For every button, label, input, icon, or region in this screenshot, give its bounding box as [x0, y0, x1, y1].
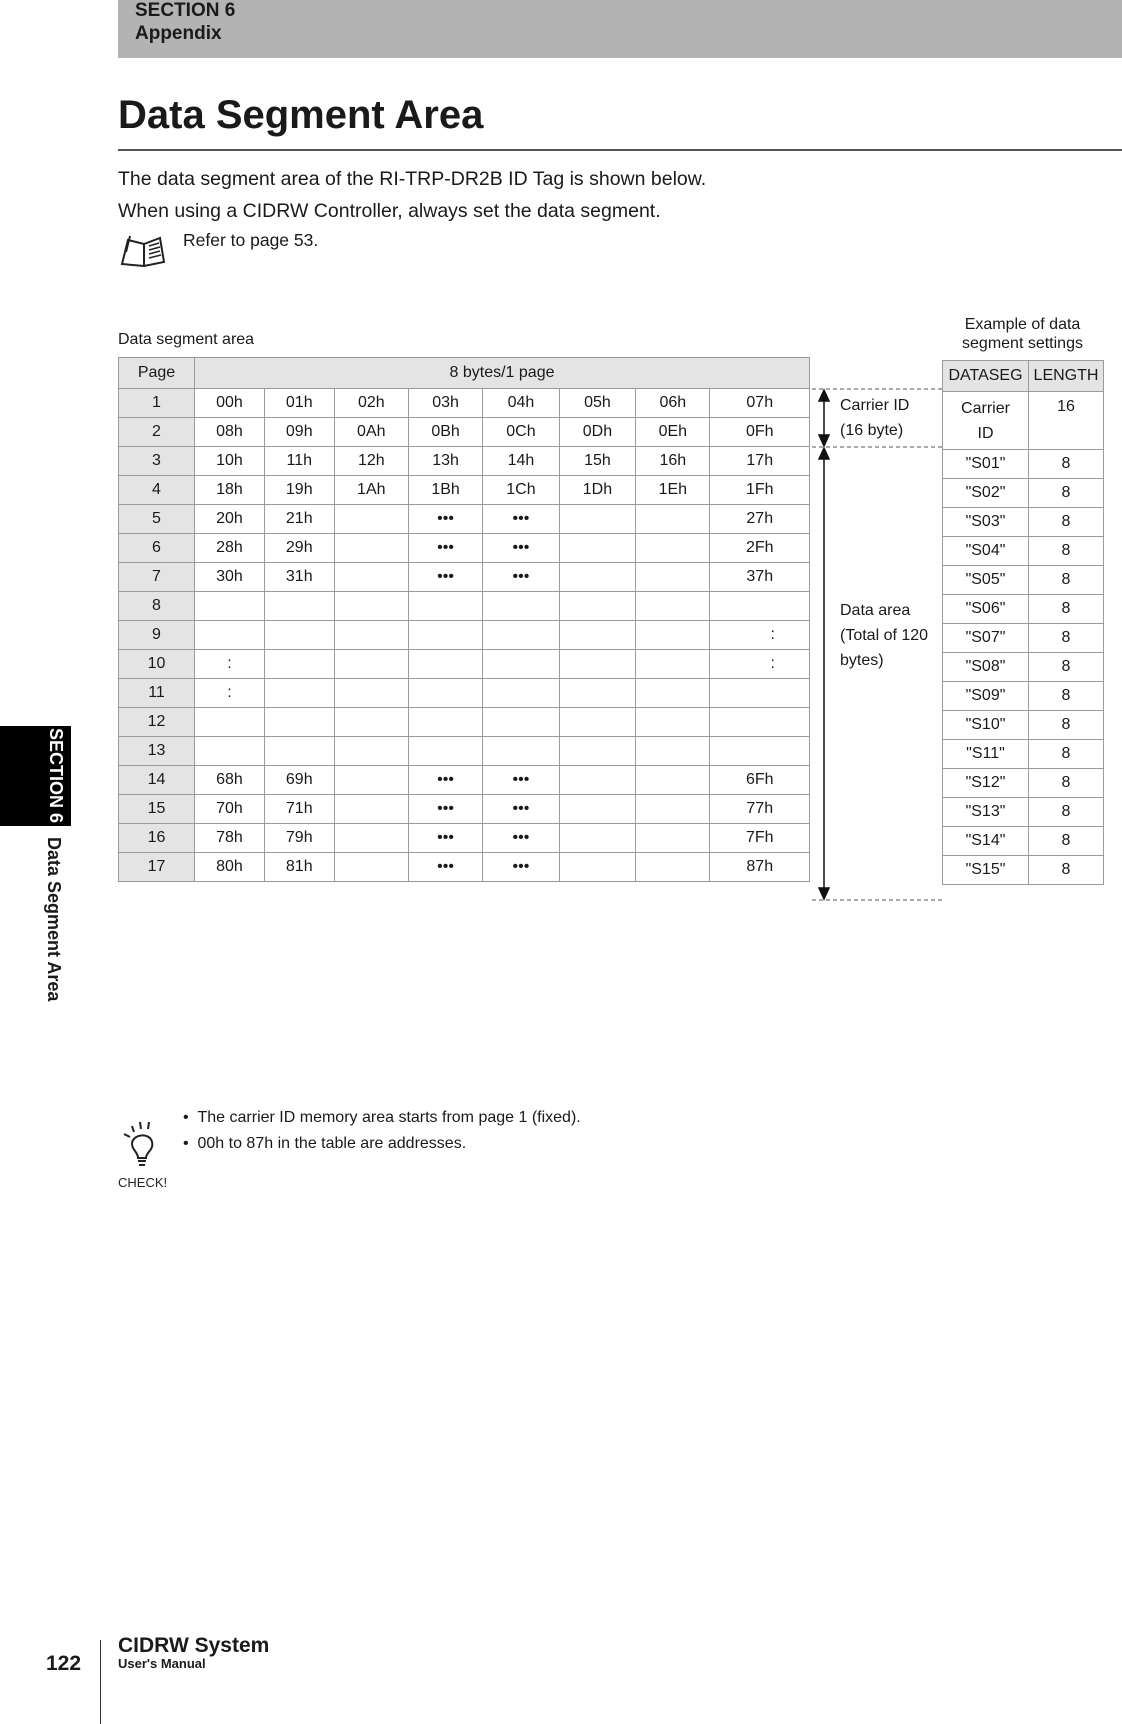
address-cell: •••: [408, 534, 482, 563]
address-cell: 1Dh: [559, 476, 636, 505]
address-cell: 7Fh: [710, 824, 810, 853]
length-cell: 8: [1029, 827, 1104, 856]
check-lightbulb-icon: [118, 1118, 178, 1190]
length-cell: 8: [1029, 653, 1104, 682]
length-cell: 8: [1029, 856, 1104, 885]
intro-line-2: When using a CIDRW Controller, always set the data segment.: [118, 200, 661, 222]
address-cell: 70h: [195, 795, 265, 824]
carrier-length-cell: 16: [1029, 392, 1104, 450]
page-number-cell: 14: [119, 766, 195, 795]
address-cell: •••: [483, 563, 560, 592]
address-cell: 1Fh: [710, 476, 810, 505]
length-cell: 8: [1029, 798, 1104, 827]
example-caption-line-2: segment settings: [962, 335, 1083, 352]
address-cell: 06h: [636, 389, 710, 418]
dataseg-cell: "S11": [943, 740, 1029, 769]
page-number-cell: 10: [119, 650, 195, 679]
address-cell: •••: [483, 534, 560, 563]
address-cell: 17h: [710, 447, 810, 476]
page-number-cell: 17: [119, 853, 195, 882]
page-number-cell: 13: [119, 737, 195, 766]
side-tab-section: SECTION 6: [46, 728, 66, 824]
carrier-annotation-line-2: (16 byte): [840, 422, 904, 439]
address-cell: 31h: [264, 563, 334, 592]
data-annotation-line-2: (Total of 120: [840, 627, 929, 644]
address-cell: 02h: [334, 389, 408, 418]
dataseg-cell: "S12": [943, 769, 1029, 798]
dataseg-cell: "S02": [943, 479, 1029, 508]
address-cell: 18h: [195, 476, 265, 505]
example-caption-line-1: Example of data: [964, 316, 1081, 333]
address-cell: •••: [483, 505, 560, 534]
dataseg-cell: "S09": [943, 682, 1029, 711]
address-cell: 71h: [264, 795, 334, 824]
header-page: Page: [119, 358, 195, 389]
address-cell: 79h: [264, 824, 334, 853]
header-chapter: Appendix: [135, 23, 222, 44]
length-cell: 8: [1029, 740, 1104, 769]
page-number-cell: 11: [119, 679, 195, 708]
footer-subtitle: User's Manual: [118, 1656, 206, 1671]
address-cell: 6Fh: [710, 766, 810, 795]
length-cell: 8: [1029, 566, 1104, 595]
dataseg-cell: "S01": [943, 450, 1029, 479]
address-cell: :: [195, 650, 265, 679]
page-number-cell: 16: [119, 824, 195, 853]
address-cell: 0Ah: [334, 418, 408, 447]
address-cell: •••: [483, 853, 560, 882]
address-cell: 21h: [264, 505, 334, 534]
address-cell: 03h: [408, 389, 482, 418]
address-cell: 78h: [195, 824, 265, 853]
carrier-arrow-up: [819, 390, 829, 401]
dataseg-cell: "S10": [943, 711, 1029, 740]
page-number-cell: 15: [119, 795, 195, 824]
page-number-cell: 12: [119, 708, 195, 737]
address-cell: 68h: [195, 766, 265, 795]
header-dataseg: DATASEG: [943, 361, 1029, 392]
address-cell: 1Bh: [408, 476, 482, 505]
address-cell: 0Eh: [636, 418, 710, 447]
length-cell: 8: [1029, 595, 1104, 624]
address-cell: 0Ch: [483, 418, 560, 447]
address-cell: 04h: [483, 389, 560, 418]
page-number-cell: 4: [119, 476, 195, 505]
length-cell: 8: [1029, 711, 1104, 740]
page-number-cell: 9: [119, 621, 195, 650]
check-bullet-2: • 00h to 87h in the table are addresses.: [183, 1135, 467, 1152]
header-section: SECTION 6: [135, 0, 236, 21]
address-cell: :: [710, 650, 810, 679]
carrier-id-annotation: [840, 393, 909, 443]
address-cell: •••: [408, 563, 482, 592]
header-bytes-per-page: 8 bytes/1 page: [195, 358, 810, 389]
address-cell: 00h: [195, 389, 265, 418]
address-cell: 87h: [710, 853, 810, 882]
address-cell: •••: [483, 824, 560, 853]
address-cell: 07h: [710, 389, 810, 418]
carrier-arrow-down: [819, 435, 829, 446]
address-cell: 20h: [195, 505, 265, 534]
intro-line-1: The data segment area of the RI-TRP-DR2B ID Tag is shown below.: [118, 168, 707, 190]
dataseg-cell: "S07": [943, 624, 1029, 653]
data-annotation-line-3: bytes): [840, 652, 884, 669]
length-cell: 8: [1029, 769, 1104, 798]
address-cell: 37h: [710, 563, 810, 592]
address-cell: •••: [408, 824, 482, 853]
address-cell: 1Ah: [334, 476, 408, 505]
segment-table-caption: Data segment area: [118, 331, 255, 348]
check-label: CHECK!: [118, 1175, 168, 1190]
address-cell: •••: [408, 853, 482, 882]
page-number-cell: 3: [119, 447, 195, 476]
address-cell: 30h: [195, 563, 265, 592]
address-cell: 1Ch: [483, 476, 560, 505]
page-number-cell: 1: [119, 389, 195, 418]
address-cell: •••: [408, 795, 482, 824]
address-cell: 15h: [559, 447, 636, 476]
reference-link[interactable]: Refer to page 53.: [183, 230, 319, 250]
address-cell: 11h: [264, 447, 334, 476]
address-cell: :: [195, 679, 265, 708]
carrier-dataseg-line-2: ID: [977, 425, 994, 442]
address-cell: 80h: [195, 853, 265, 882]
length-cell: 8: [1029, 479, 1104, 508]
dataseg-cell: "S04": [943, 537, 1029, 566]
address-cell: •••: [483, 766, 560, 795]
dataseg-cell: "S15": [943, 856, 1029, 885]
address-cell: 14h: [483, 447, 560, 476]
address-cell: 81h: [264, 853, 334, 882]
page-title: Data Segment Area: [118, 93, 484, 137]
length-cell: 8: [1029, 450, 1104, 479]
address-cell: 05h: [559, 389, 636, 418]
page-number-cell: 8: [119, 592, 195, 621]
address-cell: 77h: [710, 795, 810, 824]
footer-title: CIDRW System: [118, 1634, 270, 1657]
check-bullet-1: • The carrier ID memory area starts from page 1 (fixed).: [183, 1109, 581, 1126]
address-cell: 08h: [195, 418, 265, 447]
page-number: 122: [46, 1652, 82, 1675]
dataseg-cell: "S03": [943, 508, 1029, 537]
data-area-annotation: [840, 598, 928, 673]
carrier-dataseg-line-1: Carrier: [961, 400, 1010, 417]
address-cell: 69h: [264, 766, 334, 795]
dataseg-cell: "S05": [943, 566, 1029, 595]
header-length: LENGTH: [1029, 361, 1104, 392]
address-cell: 0Fh: [710, 418, 810, 447]
page-number-cell: 7: [119, 563, 195, 592]
check-bullet-2-text: 00h to 87h in the table are addresses.: [197, 1135, 467, 1152]
address-cell: 2Fh: [710, 534, 810, 563]
dataseg-cell: "S08": [943, 653, 1029, 682]
address-cell: 29h: [264, 534, 334, 563]
address-cell: :: [710, 621, 810, 650]
check-bullet-1-text: The carrier ID memory area starts from page 1 (fixed).: [197, 1109, 581, 1126]
footer-divider: [100, 1640, 101, 1724]
page-number-cell: 6: [119, 534, 195, 563]
address-cell: 27h: [710, 505, 810, 534]
length-cell: 8: [1029, 508, 1104, 537]
address-cell: 0Bh: [408, 418, 482, 447]
page-number-cell: 5: [119, 505, 195, 534]
page-number-cell: 2: [119, 418, 195, 447]
address-cell: 28h: [195, 534, 265, 563]
address-cell: •••: [408, 505, 482, 534]
data-annotation-line-1: Data area: [840, 602, 911, 619]
dataseg-cell: "S14": [943, 827, 1029, 856]
length-cell: 8: [1029, 682, 1104, 711]
address-cell: •••: [408, 766, 482, 795]
data-arrow-up: [819, 448, 829, 459]
address-cell: 0Dh: [559, 418, 636, 447]
side-tab-title: Data Segment Area: [44, 837, 64, 1002]
address-cell: 13h: [408, 447, 482, 476]
address-cell: 09h: [264, 418, 334, 447]
data-arrow-down: [819, 888, 829, 899]
dataseg-cell: "S06": [943, 595, 1029, 624]
address-cell: 12h: [334, 447, 408, 476]
address-cell: 10h: [195, 447, 265, 476]
address-cell: 01h: [264, 389, 334, 418]
carrier-annotation-line-1: Carrier ID: [840, 397, 910, 414]
dataseg-cell: "S13": [943, 798, 1029, 827]
length-cell: 8: [1029, 624, 1104, 653]
address-cell: 1Eh: [636, 476, 710, 505]
address-cell: 16h: [636, 447, 710, 476]
address-cell: 19h: [264, 476, 334, 505]
length-cell: 8: [1029, 537, 1104, 566]
address-cell: •••: [483, 795, 560, 824]
